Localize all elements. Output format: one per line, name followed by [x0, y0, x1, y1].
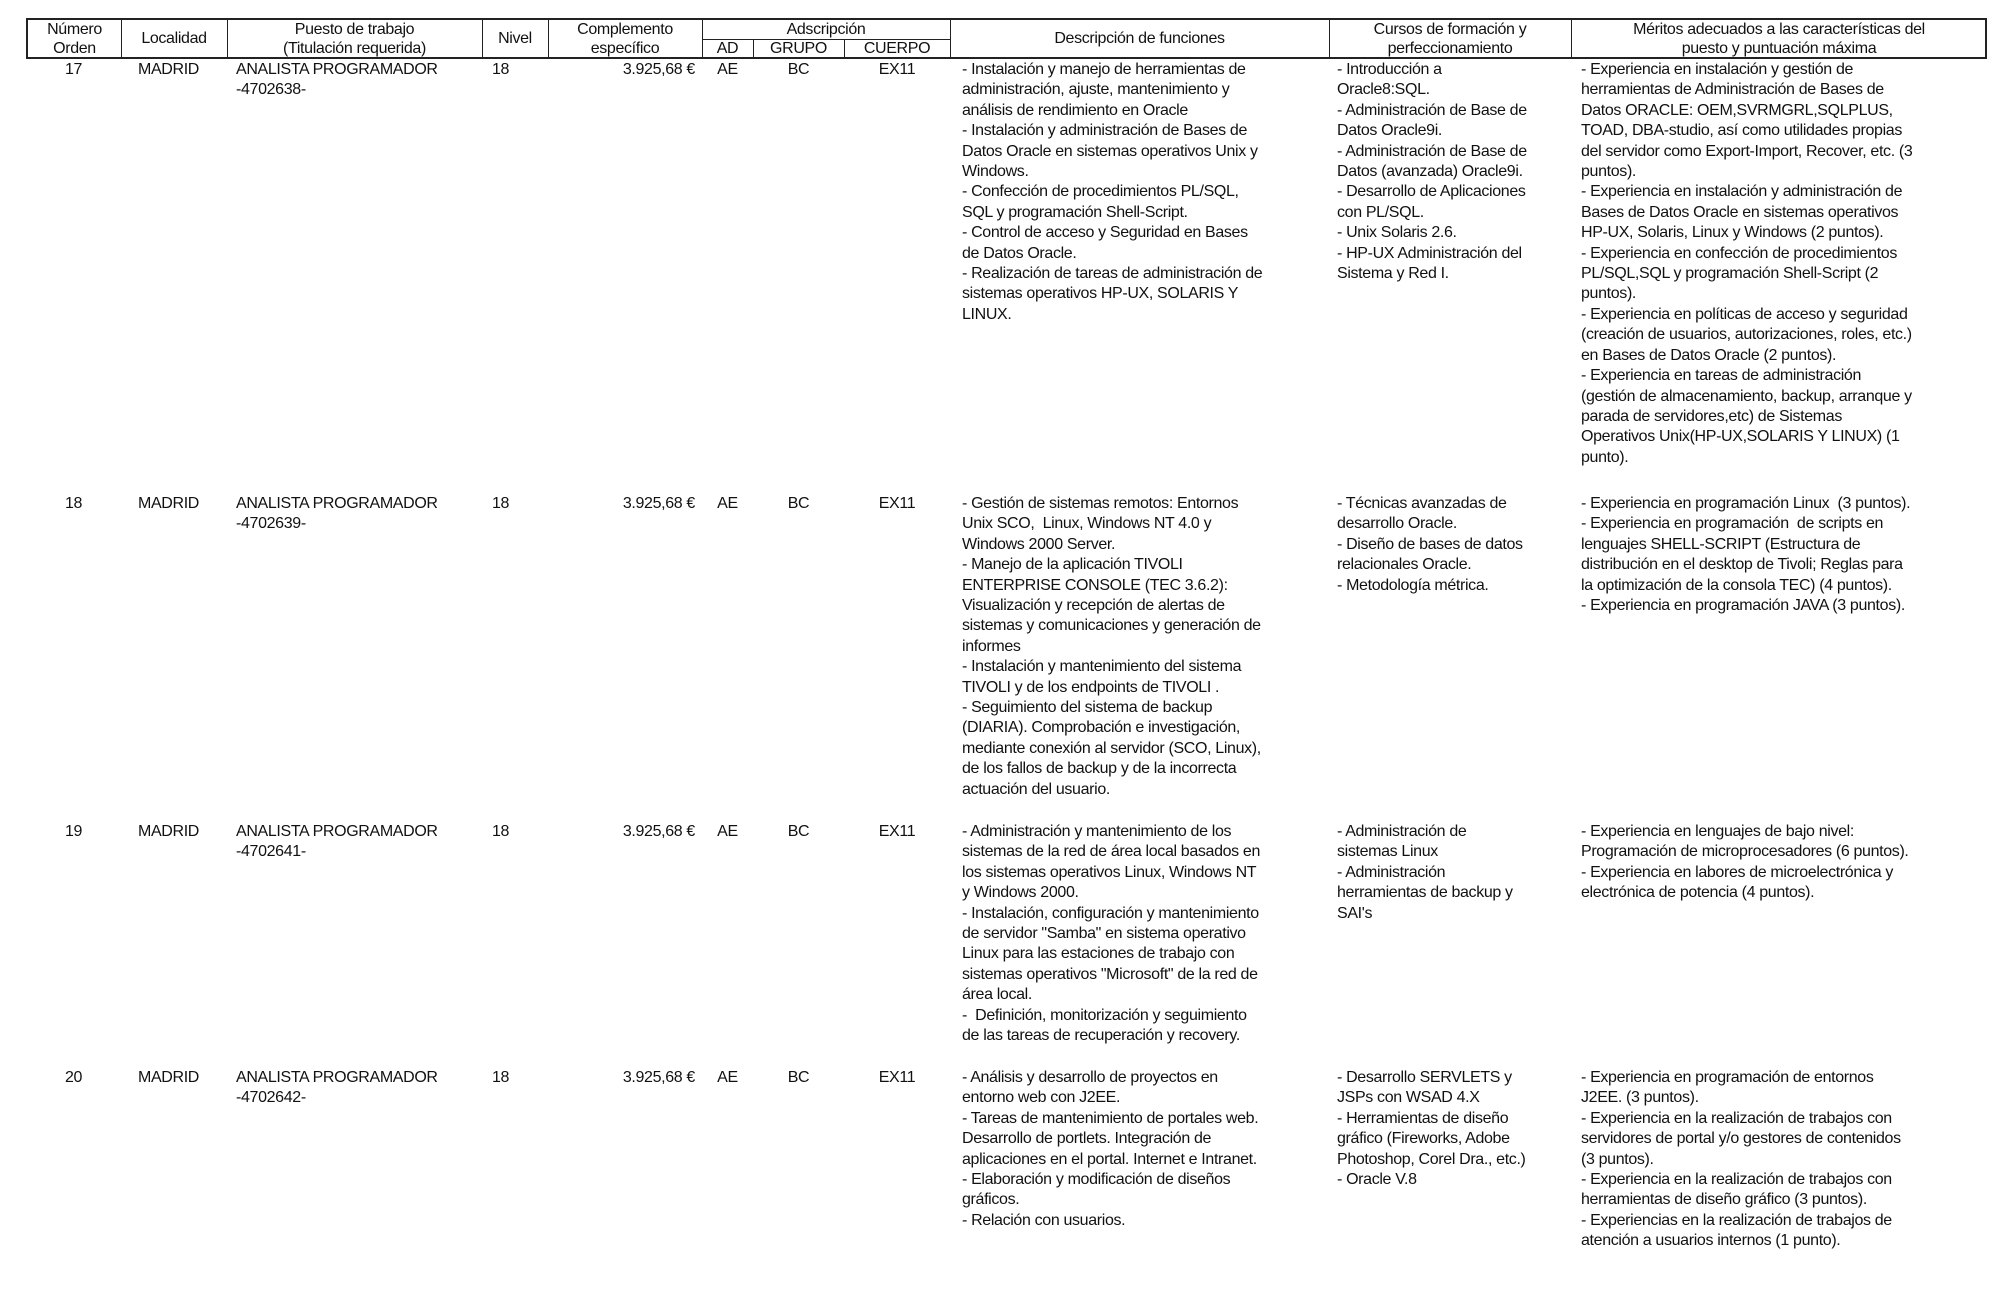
cell-grupo: BC — [787, 61, 810, 78]
table-header — [26, 18, 1987, 59]
cell-grupo: BC — [787, 823, 810, 840]
cell-cuerpo: EX11 — [878, 61, 916, 78]
cell-nivel: 18 — [492, 495, 510, 512]
cell-ad: AE — [717, 823, 738, 840]
cell-numero: 20 — [64, 1069, 83, 1086]
cell-localidad: MADRID — [138, 1069, 200, 1086]
header-descripcion: Descripción de funciones — [1054, 30, 1225, 47]
cell-cuerpo: EX11 — [878, 823, 916, 840]
header-cursos: Cursos de formación y perfeccionamiento — [1373, 21, 1527, 57]
cell-cuerpo: EX11 — [878, 495, 916, 512]
cell-puesto: ANALISTA PROGRAMADOR -4702642- — [236, 1069, 438, 1107]
cell-cursos: - Técnicas avanzadas de desarrollo Oracle. - Diseño de bases de datos relacionales Oracle. - Metodología métrica. — [1337, 495, 1523, 594]
cell-descripcion: - Análisis y desarrollo de proyectos en entorno web con J2EE. - Tareas de mantenimiento de portales web. Desarrollo de portlets. Integración de aplicaciones en el portal. Internet e Intranet. - Elaboración y modificación de diseños gráficos. - Relación con usuarios. — [962, 1069, 1259, 1229]
cell-ad: AE — [717, 1069, 738, 1086]
cell-complemento: 3.925,68 € — [622, 495, 695, 512]
cell-cursos: - Administración de sistemas Linux - Administración herramientas de backup y SAI's — [1337, 823, 1513, 922]
cell-cuerpo: EX11 — [878, 1069, 916, 1086]
cell-meritos: - Experiencia en programación Linux (3 puntos). - Experiencia en programación de scripts en lenguajes SHELL-SCRIPT (Estructura de distribución en el desktop de Tivoli; Reglas para la optimización de la consola TEC) (4 puntos). - Experiencia en programación JAVA (3 puntos). — [1581, 495, 1911, 615]
cell-puesto: ANALISTA PROGRAMADOR -4702638- — [236, 61, 438, 99]
cell-descripcion: - Gestión de sistemas remotos: Entornos Unix SCO, Linux, Windows NT 4.0 y Windows 2000 Server. - Manejo de la aplicación TIVOLI ENTERPRISE CONSOLE (TEC 3.6.2): Visualización y recepción de alertas de sistemas y comunicaciones y generación de informes - Instalación y mantenimiento del sistema TIVOLI y de los endpoints de TIVOLI . - Seguimiento del sistema de backup (DIARIA). Comprobación e investigación, mediante conexión al servidor (SCO, Linux), de los fallos de backup y de la incorrecta actuación del usuario. — [962, 495, 1261, 798]
header-localidad: Localidad — [141, 30, 207, 47]
cell-numero: 18 — [64, 495, 83, 512]
header-grupo: GRUPO — [770, 40, 827, 57]
cell-complemento: 3.925,68 € — [622, 1069, 695, 1086]
cell-descripcion: - Administración y mantenimiento de los sistemas de la red de área local basados en los sistemas operativos Linux, Windows NT y Windows 2000. - Instalación, configuración y mantenimiento de servidor "Samba" en sistema operativo Linux para las estaciones de trabajo con sistemas operativos "Microsoft" de la red de área local. - Definición, monitorización y seguimiento de las tareas de recuperación y recovery. — [962, 823, 1261, 1045]
header-ad: AD — [716, 40, 739, 57]
cell-meritos: - Experiencia en programación de entornos J2EE. (3 puntos). - Experiencia en la realización de trabajos con servidores de portal y/o gestores de contenidos (3 puntos). - Experiencia en la realización de trabajos con herramientas de diseño gráfico (3 puntos). - Experiencias en la realización de trabajos de atención a usuarios internos (1 punto). — [1581, 1069, 1901, 1250]
cell-nivel: 18 — [492, 1069, 510, 1086]
cell-cursos: - Introducción a Oracle8:SQL. - Administración de Base de Datos Oracle9i. - Administración de Base de Datos (avanzada) Oracle9i. - Desarrollo de Aplicaciones con PL/SQL. - Unix Solaris 2.6. - HP-UX Administración del Sistema y Red I. — [1337, 61, 1527, 283]
cell-meritos: - Experiencia en lenguajes de bajo nivel: Programación de microprocesadores (6 puntos). - Experiencia en labores de microelectrónica y electrónica de potencia (4 puntos). — [1581, 823, 1909, 902]
cell-meritos: - Experiencia en instalación y gestión de herramientas de Administración de Bases de Datos ORACLE: OEM,SVRMGRL,SQLPLUS, TOAD, DBA-studio, así como utilidades propias del servidor como Export-Import, Recover, etc. (3 puntos). - Experiencia en instalación y administración de Bases de Datos Oracle en sistemas operativos HP-UX, Solaris, Linux y Windows (2 puntos). - Experiencia en confección de procedimientos PL/SQL,SQL y programación Shell-Script (2 puntos). - Experiencia en políticas de acceso y seguridad (creación de usuarios, autorizaciones, roles, etc.) en Bases de Datos Oracle (2 puntos). - Experiencia en tareas de administración (gestión de almacenamiento, backup, arranque y parada de servidores,etc) de Sistemas Operativos Unix(HP-UX,SOLARIS Y LINUX) (1 punto). — [1581, 61, 1913, 466]
cell-localidad: MADRID — [138, 495, 200, 512]
cell-nivel: 18 — [492, 823, 510, 840]
cell-ad: AE — [717, 495, 738, 512]
cell-numero: 17 — [64, 61, 83, 78]
header-adscripcion: Adscripción — [786, 21, 866, 38]
header-meritos: Méritos adecuados a las características del puesto y puntuación máxima — [1633, 21, 1925, 57]
cell-nivel: 18 — [492, 61, 510, 78]
cell-complemento: 3.925,68 € — [622, 823, 695, 840]
cell-ad: AE — [717, 61, 738, 78]
cell-localidad: MADRID — [138, 823, 200, 840]
cell-localidad: MADRID — [138, 61, 200, 78]
header-numero-orden: Número Orden — [47, 21, 102, 57]
cell-cursos: - Desarrollo SERVLETS y JSPs con WSAD 4.X - Herramientas de diseño gráfico (Fireworks, Adobe Photoshop, Corel Dra., etc.) - Oracle V.8 — [1337, 1069, 1526, 1189]
header-puesto: Puesto de trabajo (Titulación requerida) — [283, 21, 426, 57]
cell-puesto: ANALISTA PROGRAMADOR -4702641- — [236, 823, 438, 861]
header-nivel: Nivel — [498, 30, 532, 47]
cell-descripcion: - Instalación y manejo de herramientas de administración, ajuste, mantenimiento y análisis de rendimiento en Oracle - Instalación y administración de Bases de Datos Oracle en sistemas operativos Unix y Windows. - Confección de procedimientos PL/SQL, SQL y programación Shell-Script. - Control de acceso y Seguridad en Bases de Datos Oracle. - Realización de tareas de administración de sistemas operativos HP-UX, SOLARIS Y LINUX. — [962, 61, 1263, 323]
cell-numero: 19 — [64, 823, 83, 840]
cell-grupo: BC — [787, 495, 810, 512]
header-complemento: Complemento específico — [577, 21, 673, 57]
cell-complemento: 3.925,68 € — [622, 61, 695, 78]
cell-puesto: ANALISTA PROGRAMADOR -4702639- — [236, 495, 438, 533]
header-cuerpo: CUERPO — [863, 40, 931, 57]
cell-grupo: BC — [787, 1069, 810, 1086]
